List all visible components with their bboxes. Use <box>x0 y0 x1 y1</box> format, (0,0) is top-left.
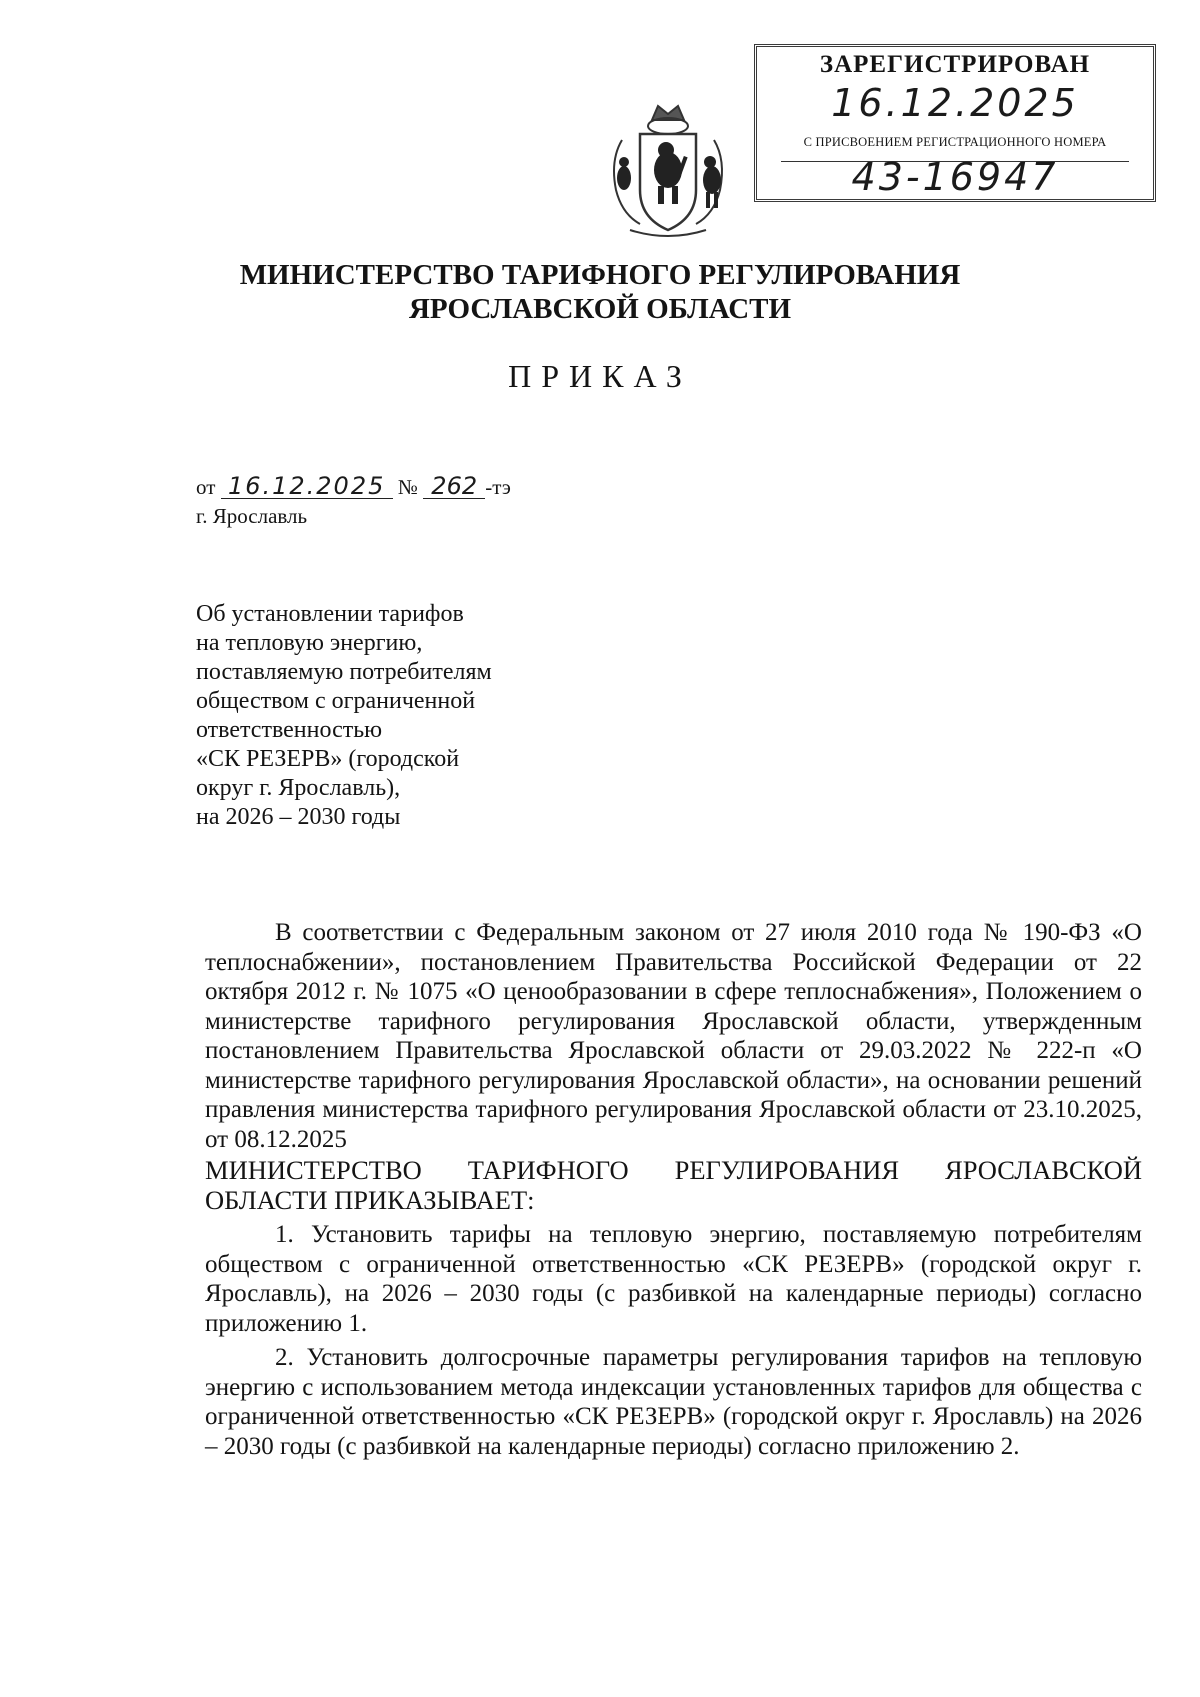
number-label: № <box>397 475 418 499</box>
yaroslavl-coat-of-arms-icon <box>600 100 736 240</box>
order-heading: МИНИСТЕРСТВО ТАРИФНОГО РЕГУЛИРОВАНИЯ ЯРОСЛАВСКОЙ ОБЛАСТИ ПРИКАЗЫВАЕТ: <box>205 1155 1142 1215</box>
order-body <box>205 918 1142 1461</box>
subject-line: округ г. Ярославль), <box>196 775 401 801</box>
subject-line: на 2026 – 2030 годы <box>196 804 401 830</box>
order-number-suffix: -тэ <box>485 475 511 499</box>
registration-stamp <box>754 44 1156 202</box>
ministry-name <box>0 258 1200 326</box>
stamp-date: 16.12.2025 <box>831 81 1079 125</box>
from-label: от <box>196 475 216 499</box>
order-date-line <box>196 472 511 502</box>
subject-line: обществом с ограниченной <box>196 688 476 714</box>
order-city: г. Ярославль <box>196 504 308 528</box>
order-subject <box>196 600 616 832</box>
ministry-name-line1: МИНИСТЕРСТВО ТАРИФНОГО РЕГУЛИРОВАНИЯ <box>239 259 961 291</box>
stamp-reg-number: 43-16947 <box>851 155 1059 199</box>
document-type: ПРИКАЗ <box>508 358 692 394</box>
order-number: 262 <box>423 474 485 499</box>
subject-line: Об установлении тарифов <box>196 601 464 627</box>
stamp-title: ЗАРЕГИСТРИРОВАН <box>819 51 1091 78</box>
subject-line: на тепловую энергию, <box>196 630 423 656</box>
order-item-1: 1. Установить тарифы на тепловую энергию, поставляемую потребителям обществом с ограниченной ответственностью «СК РЕЗЕРВ» (городской округ г. Ярославль), на 2026 – 2030 годы (с разбивкой на календарные периоды) согласно приложению 1. <box>205 1221 1142 1337</box>
preamble-paragraph: В соответствии с Федеральным законом от 27 июля 2010 года № 190-ФЗ «О теплоснабжении», постановлением Правительства Российской Федерации от 22 октября 2012 г. № 1075 «О ценообразовании в сфере теплоснабжения», Положением о министерстве тарифного регулирования Ярославской области, утвержденным постановлением Правительства Ярославской области от 29.03.2022 № 222-п «О министерстве тарифного регулирования Ярославской области», на основании решений правления министерства тарифного регулирования Ярославской области от 23.10.2025, от 08.12.2025 <box>205 919 1142 1153</box>
order-item-2: 2. Установить долгосрочные параметры регулирования тарифов на тепловую энергию с использованием метода индексации установленных тарифов для общества с ограниченной ответственностью «СК РЕЗЕРВ» (городской округ г. Ярославль) на 2026 – 2030 годы (с разбивкой на календарные периоды) согласно приложению 2. <box>205 1344 1142 1460</box>
order-date: 16.12.2025 <box>221 474 393 499</box>
ministry-name-line2: ЯРОСЛАВСКОЙ ОБЛАСТИ <box>408 293 792 325</box>
subject-line: ответственностью <box>196 717 383 743</box>
subject-line: «СК РЕЗЕРВ» (городской <box>196 746 460 772</box>
subject-line: поставляемую потребителям <box>196 659 492 685</box>
stamp-subtitle: С ПРИСВОЕНИЕМ РЕГИСТРАЦИОННОГО НОМЕРА <box>803 135 1107 149</box>
